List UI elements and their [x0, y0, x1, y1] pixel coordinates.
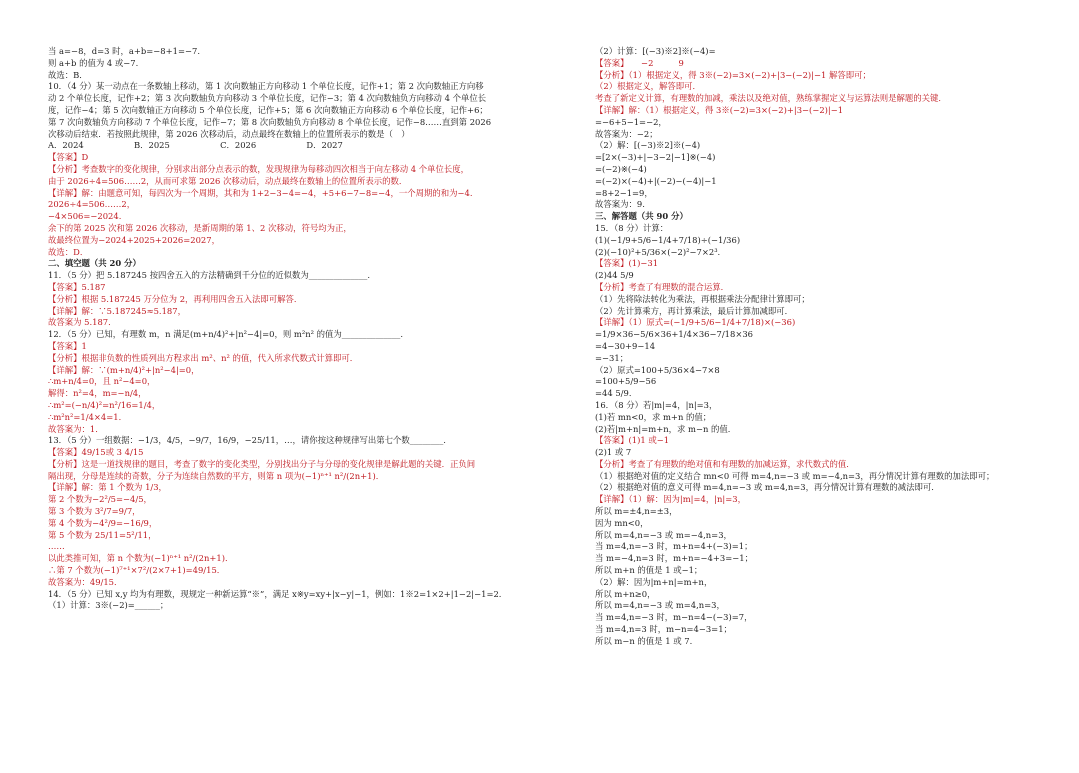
- left-line: 10．（4 分）某一动点在一条数轴上移动，第 1 次向数轴正方向移动 1 个单位长度，记作+1；第 2 次向数轴正方向移: [48, 81, 484, 92]
- left-line: 由于 2026÷4=506……2，从而可求第 2026 次移动后，动点最终在数轴上的位置所表示的数．: [48, 175, 408, 186]
- left-line: ∴第 7 个数为(−1)⁷⁺¹×7²/(2×7+1)=49/15．: [48, 565, 226, 576]
- right-line: 【答案】(1)−31: [595, 258, 659, 269]
- right-line: =−6+5−1=−2，: [595, 116, 667, 127]
- right-line: (1)(−1/9+5/6−1/4+7/18)÷(−1/36): [595, 234, 741, 245]
- right-column: [595, 46, 1035, 648]
- right-line: 【详解】（1）原式=(−1/9+5/6−1/4+7/18)×(−36): [595, 317, 796, 328]
- right-line: =−31；: [595, 352, 629, 363]
- right-line: （1）先将除法转化为乘法，再根据乘法分配律计算即可；: [595, 293, 810, 304]
- left-line: （1）计算：3※(−2)=______；: [48, 600, 169, 611]
- left-line: 第 2 个数为−2²/5=−4/5，: [48, 494, 152, 505]
- right-line: （2）原式=100+5/36×4−7×8: [595, 364, 720, 375]
- left-line: 动 2 个单位长度，记作+2；第 3 次向数轴负方向移动 3 个单位长度，记作−3；第 4 次向数轴负方向移动 4 个单位长: [48, 93, 487, 104]
- left-line: ∴m+n/4=0，且 n²−4=0，: [48, 376, 156, 387]
- right-line: （2）根据绝对值的意义可得 m=4,n=−3 或 m=4,n=3，再分情况计算有理数的减法即可．: [595, 482, 940, 493]
- right-line: 当 m=4,n=−3 时，m+n=4+(−3)=1；: [595, 541, 753, 552]
- right-line: （2）计算：[(−3)※2]※(−4)=: [595, 46, 716, 56]
- right-line: 当 m=4,n=3 时，m−n=4−3=1；: [595, 624, 732, 635]
- left-line: 解得：n²=4，m=−n/4，: [48, 388, 147, 399]
- right-line: =100+5/9−56: [595, 376, 657, 387]
- left-line: 隔出现，分母是连续的奇数，分子为连续自然数的平方，则第 n 项为(−1)ⁿ⁺¹ n²/(2n+1)．: [48, 470, 385, 481]
- left-line: 故答案为 5.187．: [48, 317, 117, 328]
- right-line: 所以 m=4,n=−3 或 m=4,n=3，: [595, 600, 725, 611]
- left-line: ∴m²=(−n/4)²=n²/16=1/4，: [48, 399, 161, 410]
- left-line: 第 7 次向数轴负方向移动 7 个单位长度，记作−7；第 8 次向数轴负方向移动 8 个单位长度，记作−8……直到第 2026: [48, 116, 492, 127]
- left-line: 故最终位置为−2024+2025+2026=2027，: [48, 234, 220, 245]
- left-line: 则 a+b 的值为 4 或−7.: [48, 57, 139, 68]
- right-line: 16．（8 分）若|m|=4，|n|=3，: [595, 399, 718, 410]
- right-line: 三、解答题（共 90 分）: [595, 211, 688, 222]
- left-line: −4×506=−2024.: [48, 211, 122, 222]
- right-line: （2）先计算乘方，再计算乘法，最后计算加减即可．: [595, 305, 793, 316]
- left-line: 【详解】解：由题意可知，每四次为一个周期，其和为 1+2−3−4=−4，+5+6−7−8=−4，一个周期的和为−4.: [48, 187, 473, 198]
- left-line: 【答案】5.187: [48, 281, 106, 292]
- left-line: 【答案】D: [48, 152, 89, 163]
- left-line: 【详解】解：∵5.187245≈5.187，: [48, 305, 186, 316]
- right-line: 考查了新定义计算，有理数的加减，乘法以及绝对值，熟练掌握定义与运算法则是解题的关键．: [595, 93, 947, 104]
- right-line: 所以 m=4,n=−3 或 m=−4,n=3，: [595, 529, 732, 540]
- right-line: =(−2)※(−4): [595, 163, 647, 174]
- right-line: =[2×(−3)+|−3−2|−1]※(−4): [595, 152, 716, 163]
- left-line: A．2024 B．2025 C．2026 D．2027: [48, 140, 343, 151]
- right-line: =(−2)×(−4)+|(−2)−(−4)|−1: [595, 175, 717, 186]
- left-line: 【详解】解：第 1 个数为 1/3，: [48, 482, 167, 493]
- left-line: 2026÷4=506……2，: [48, 199, 136, 210]
- left-line: 故选：D．: [48, 246, 89, 257]
- left-line: 【分析】根据 5.187245 万分位为 2，再利用四舍五入法即可解答．: [48, 293, 303, 304]
- left-line: 故选：B．: [48, 69, 88, 80]
- left-line: 【答案】1: [48, 340, 87, 351]
- left-line: 故答案为：1．: [48, 423, 104, 434]
- right-line: 故答案为：9.: [595, 199, 645, 210]
- left-line: 【答案】49/15或 3 4/15: [48, 447, 144, 458]
- right-line: 【分析】（1）根据定义，得 3※(−2)=3×(−2)+|3−(−2)|−1 解答即可；: [595, 69, 871, 80]
- right-line: 【分析】考查了有理数的绝对值和有理数的加减运算，求代数式的值．: [595, 458, 855, 469]
- right-line: 当 m=−4,n=3 时，m+n=−4+3=−1；: [595, 553, 753, 564]
- left-line: 余下的第 2025 次和第 2026 次移动，是新周期的第 1、2 次移动，符号均为正，: [48, 222, 352, 233]
- right-line: 15．（8 分）计算：: [595, 222, 669, 233]
- right-line: (1)若 mn<0，求 m+n 的值；: [595, 411, 712, 422]
- left-column: [48, 46, 530, 612]
- left-line: ……: [48, 541, 65, 552]
- right-line: (2)44 5/9: [595, 270, 634, 281]
- right-line: （2）解：[(−3)※2]※(−4): [595, 140, 701, 151]
- left-line: 14．（5 分）已知 x,y 均为有理数，现规定一种新运算“※”，满足 x※y=xy+|x−y|−1，例如：1※2=1×2+|1−2|−1=2.: [48, 588, 502, 599]
- right-line: 【答案】(1)1 或−1: [595, 435, 670, 446]
- left-line: 当 a=−8，d=3 时，a+b=−8+1=−7.: [48, 46, 200, 56]
- right-line: (2)1 或 7: [595, 447, 632, 458]
- right-line: 所以 m−n 的值是 1 或 7.: [595, 635, 693, 646]
- right-line: 所以 m+n≥0，: [595, 588, 656, 599]
- left-line: 次移动后结束．若按照此规律，第 2026 次移动后，动点最终在数轴上的位置所表示的数是（ ）: [48, 128, 410, 139]
- right-line: =8+2−1=9，: [595, 187, 653, 198]
- left-line: 度，记作−4；第 5 次向数轴正方向移动 5 个单位长度，记作+5；第 6 次向数轴正方向移动 6 个单位长度，记作+6；: [48, 104, 488, 115]
- right-line: =4−30+9−14: [595, 340, 656, 351]
- left-line: 【分析】这是一道找规律的题目，考查了数字的变化类型，分别找出分子与分母的变化规律是解此题的关键．正负间: [48, 458, 476, 469]
- right-line: 当 m=4,n=−3 时，m−n=4−(−3)=7，: [595, 612, 753, 623]
- left-line: 13．（5 分）一组数据：−1/3，4/5，−9/7，16/9，−25/11，…，请你按这种规律写出第七个数________.: [48, 435, 446, 446]
- left-line: 第 3 个数为 3²/7=9/7，: [48, 506, 141, 517]
- left-line: 11．（5 分）把 5.187245 按四舍五入的方法精确到千分位的近似数为______________.: [48, 270, 371, 281]
- right-line: (2)(−10)²+5/36×(−2)²−7×2³.: [595, 246, 721, 257]
- right-line: （2）根据定义，解答即可．: [595, 81, 701, 92]
- right-line: 【详解】解：（1）根据定义，得 3※(−2)=3×(−2)+|3−(−2)|−1: [595, 104, 844, 115]
- right-line: 【分析】考查了有理数的混合运算．: [595, 281, 729, 292]
- right-line: 【答案】 −2 9: [595, 57, 684, 68]
- right-line: 故答案为：−2；: [595, 128, 658, 139]
- right-line: （1）根据绝对值的定义结合 mn<0 可得 m=4,n=−3 或 m=−4,n=3，再分情况计算有理数的加法即可；: [595, 470, 995, 481]
- left-line: 故答案为：49/15．: [48, 576, 123, 587]
- right-line: 所以 m+n 的值是 1 或−1；: [595, 565, 703, 576]
- left-line: 以此类推可知，第 n 个数为(−1)ⁿ⁺¹ n²/(2n+1)．: [48, 553, 234, 564]
- right-line: 【详解】（1）解：因为|m|=4，|n|=3，: [595, 494, 746, 505]
- right-line: 因为 mn<0，: [595, 517, 649, 528]
- right-line: (2)若|m+n|=m+n，求 m−n 的值．: [595, 423, 737, 434]
- right-line: =44 5/9．: [595, 388, 638, 399]
- left-line: ∴m²n²=1/4×4=1．: [48, 411, 127, 422]
- right-line: =1/9×36−5/6×36+1/4×36−7/18×36: [595, 329, 754, 340]
- left-line: 【详解】解：∵(m+n/4)²+|n²−4|=0，: [48, 364, 200, 375]
- left-line: 12．（5 分）已知，有理数 m，n 满足(m+n/4)²+|n²−4|=0，则 m²n² 的值为______________.: [48, 329, 404, 340]
- left-line: 【分析】根据非负数的性质列出方程求出 m²、n² 的值，代入所求代数式计算即可．: [48, 352, 359, 363]
- left-line: 二、填空题（共 20 分）: [48, 258, 141, 269]
- left-line: 第 4 个数为−4²/9=−16/9，: [48, 517, 158, 528]
- left-line: 【分析】考查数字的变化规律，分别求出部分点表示的数，发现规律为每移动四次相当于向左移动 4 个单位长度，: [48, 163, 470, 174]
- left-line: 第 5 个数为 25/11=5²/11，: [48, 529, 157, 540]
- right-line: 所以 m=±4,n=±3，: [595, 506, 678, 517]
- right-line: （2）解：因为|m+n|=m+n，: [595, 576, 713, 587]
